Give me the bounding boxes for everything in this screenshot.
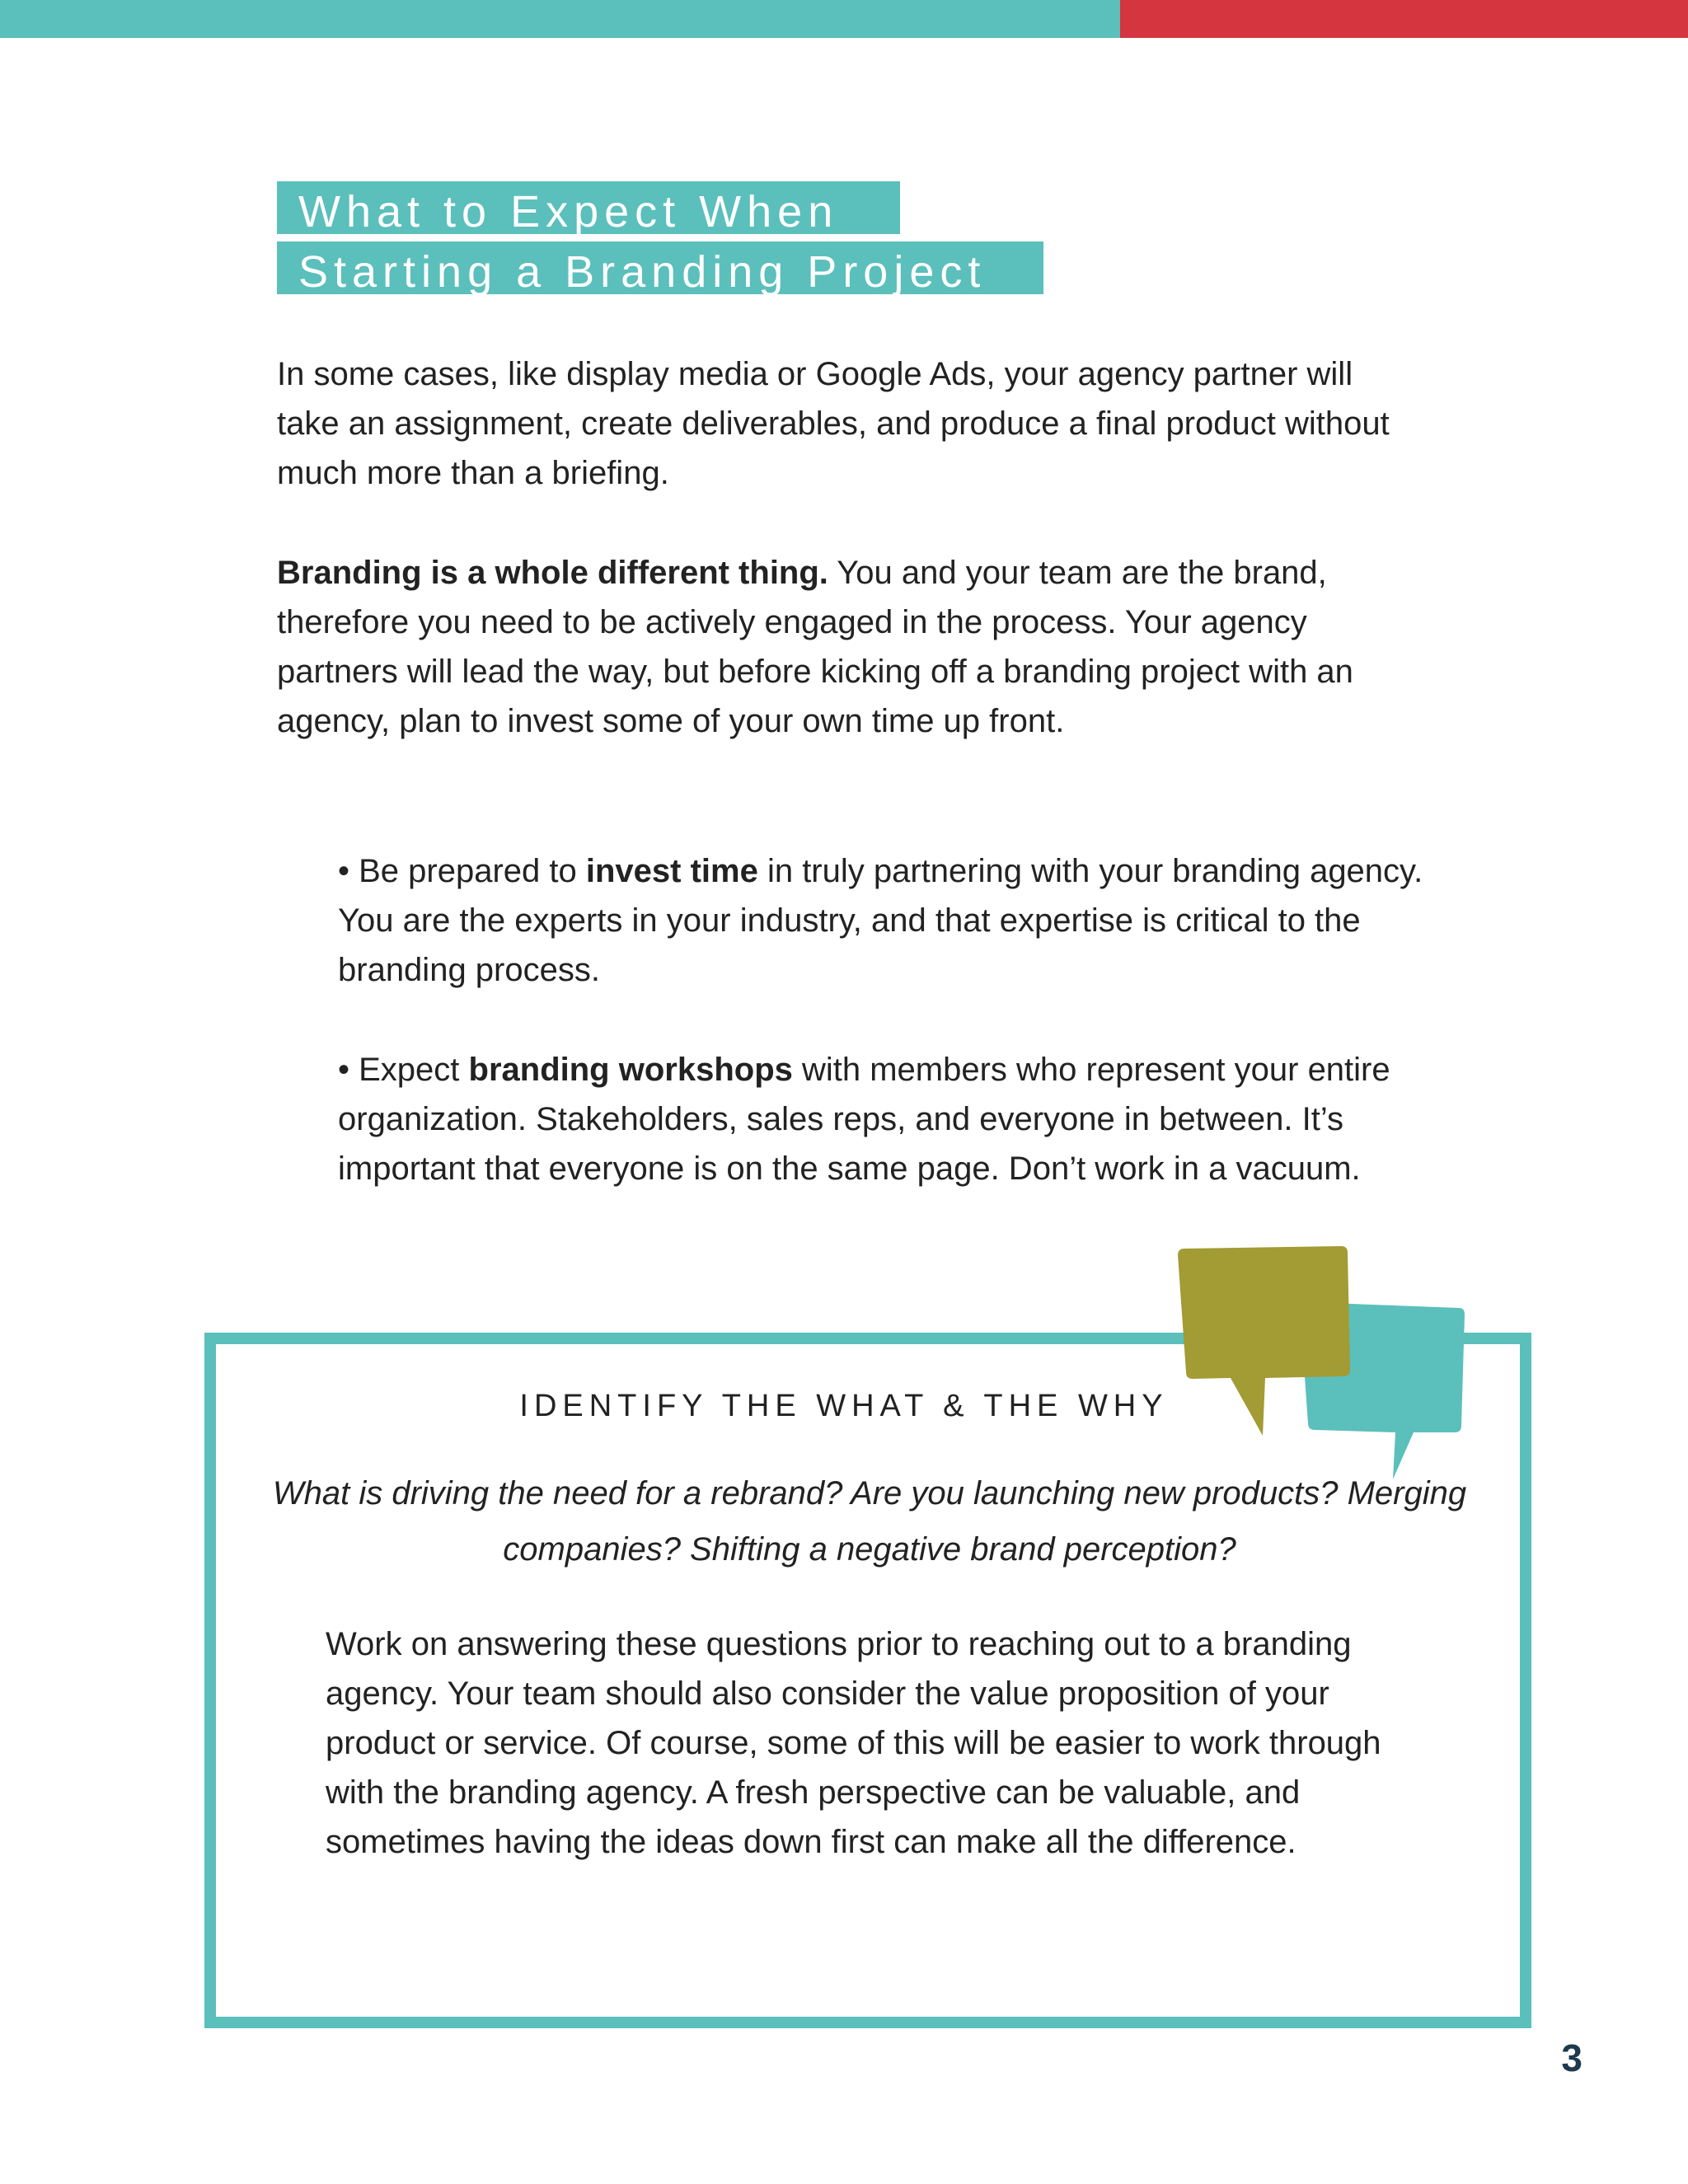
bullet-bold: branding workshops: [468, 1052, 793, 1088]
bullet-bold: invest time: [585, 853, 758, 889]
heading-line-2: Starting a Branding Project: [277, 241, 1043, 294]
callout-question: What is driving the need for a rebrand? Are you launching new products? Merging companies? Shifting a negative brand perception?: [272, 1475, 1467, 1568]
bullet-rest: with members who represent your entire organization. Stakeholders, sales reps, and everyone in between. It’s important that everyone is on the same page. Don’t work in a vacuum.: [338, 1052, 1390, 1187]
branding-paragraph-bold: Branding is a whole different thing.: [277, 555, 828, 591]
callout-title: IDENTIFY THE WHAT & THE WHY: [519, 1389, 1169, 1423]
bullet-prefix: • Be prepared to: [338, 853, 586, 889]
top-bar-red-segment: [1120, 0, 1688, 38]
page-number: 3: [1561, 2036, 1582, 2079]
top-color-bar: [0, 0, 1688, 38]
callout-body: Work on answering these questions prior to reaching out to a branding agency. Your team should also consider the value proposition of your product or service. Of course, some of this will be easier to work through with the branding agency. A fresh perspective can be valuable, and sometimes having the ideas down first can make all the difference.: [326, 1626, 1381, 1860]
bullet-item: [338, 1045, 1434, 1193]
top-bar-teal-segment: [0, 0, 1120, 38]
bullet-item: [338, 846, 1434, 995]
speech-bubbles-icon: [1175, 1240, 1471, 1488]
heading-line-1: What to Expect When: [277, 181, 900, 234]
branding-paragraph-rest: You and your team are the brand, therefore you need to be actively engaged in the process. Your agency partners will lead the way, but before kicking off a branding project with an agency, plan to invest some of your own time up front.: [277, 555, 1353, 739]
bullet-rest: in truly partnering with your branding agency. You are the experts in your industry, and that expertise is critical to the branding process.: [338, 853, 1423, 988]
bullet-prefix: • Expect: [338, 1052, 469, 1088]
branding-paragraph: [277, 548, 1414, 746]
intro-paragraph: In some cases, like display media or Google Ads, your agency partner will take an assignment, create deliverables, and produce a final product without much more than a briefing.: [277, 356, 1390, 491]
